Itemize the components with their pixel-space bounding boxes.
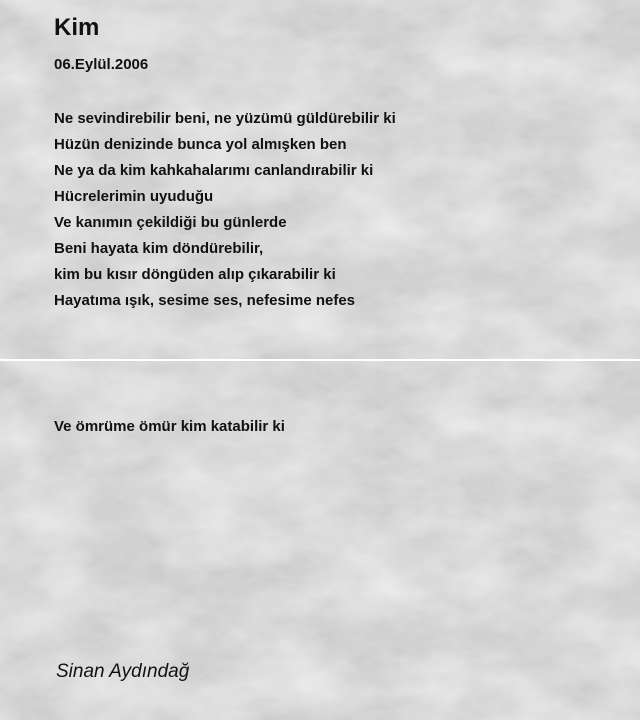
poem-line: kim bu kısır döngüden alıp çıkarabilir ki — [54, 266, 336, 283]
poem-date: 06.Eylül.2006 — [54, 56, 149, 73]
poem-author: Sinan Aydındağ — [56, 661, 190, 682]
poem-panel-top — [0, 0, 640, 359]
poem-line: Ve kanımın çekildiği bu günlerde — [54, 214, 287, 231]
poem-line: Hayatıma ışık, sesime ses, nefesime nefes — [54, 292, 356, 309]
stanza-1 — [54, 106, 396, 314]
poem-line: Hüzün denizinde bunca yol almışken ben — [54, 136, 347, 153]
stanza-2 — [54, 414, 285, 440]
poem-line: Ne ya da kim kahkahalarımı canlandırabilir ki — [54, 162, 374, 179]
poem-title: Kim — [54, 14, 100, 41]
poem-line: Ne sevindirebilir beni, ne yüzümü güldürebilir ki — [54, 110, 396, 127]
poem-line: Hücrelerimin uyuduğu — [54, 188, 214, 205]
poem-line: Ve ömrüme ömür kim katabilir ki — [54, 418, 285, 435]
poem-line: Beni hayata kim döndürebilir, — [54, 240, 264, 257]
